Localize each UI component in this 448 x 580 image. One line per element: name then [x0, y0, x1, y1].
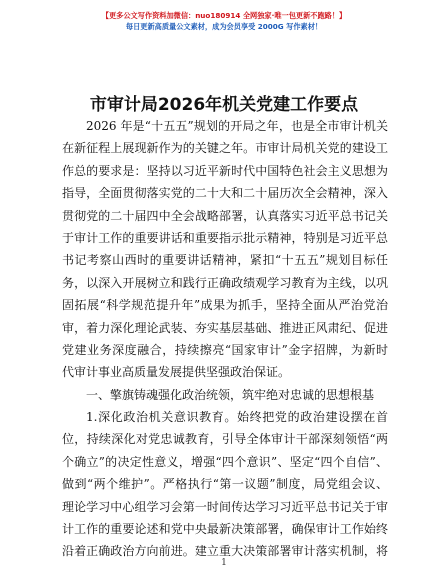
- paragraph-line: 1.深化政治机关意识教育。始终把党的政治建设摆在首: [86, 410, 388, 425]
- paragraph-line: 党建业务深度融合，持续擦亮“国家审计”金字招牌，为新时: [62, 342, 388, 357]
- promo-banner-line2: 每日更新高质量公文素材，成为会员享受 2000G 写作素材！: [125, 22, 323, 31]
- promo-banner: [0, 10, 448, 32]
- paragraph-line: 作总的要求是：坚持以习近平新时代中国特色社会主义思想为: [62, 163, 388, 178]
- paragraph-line: 在新征程上展现新作为的关键之年。市审计局机关党的建设工: [62, 141, 388, 156]
- paragraph-line: 做到“两个维护”。严格执行“第一议题”制度，局党组会议、: [62, 477, 388, 492]
- page-number: 1: [221, 558, 227, 568]
- promo-banner-line1: 【更多公文写作资料加微信：nuo180914 全网独家·唯一包更新不跑路！】: [101, 11, 347, 20]
- section-heading: 一、擎旗铸魂强化政治统领，筑牢绝对忠诚的思想根基: [86, 387, 375, 402]
- paragraph-line: 2026 年是“十五五”规划的开局之年，也是全市审计机关: [86, 119, 388, 133]
- paragraph-line: 固拓展“科学规范提升年”成果为抓手，坚持全面从严治党治: [62, 298, 388, 313]
- paragraph-line: 个确立”的决定性意义，增强“四个意识”、坚定“四个自信”、: [62, 454, 388, 469]
- paragraph-line: 于审计工作的重要讲话和重要指示批示精神，特别是习近平总: [62, 230, 388, 245]
- paragraph-line: 位，持续深化对党忠诚教育，引导全体审计干部深刻领悟“两: [62, 432, 388, 447]
- paragraph-line: 务，以深入开展树立和践行正确政绩观学习教育为主线，以巩: [62, 275, 388, 290]
- document-title: 市审计局2026年机关党建工作要点: [89, 95, 359, 115]
- paragraph-line: 代审计事业高质量发展提供坚强政治保证。: [62, 365, 291, 380]
- paragraph-line: 书记考察山西时的重要讲话精神，紧扣“十五五”规划目标任: [62, 253, 388, 268]
- paragraph-line: 审，着力深化理论武装、夯实基层基础、推进正风肃纪、促进: [62, 320, 388, 335]
- paragraph-line: 沿着正确政治方向前进。建立重大决策部署审计落实机制，将: [62, 544, 388, 559]
- paragraph-line: 理论学习中心组学习会第一时间传达学习习近平总书记关于审: [62, 499, 388, 514]
- document-body: [62, 115, 388, 563]
- paragraph-line: 计工作的重要论述和党中央最新决策部署，确保审计工作始终: [62, 522, 388, 537]
- paragraph-line: 指导，全面贯彻落实党的二十大和二十届历次全会精神，深入: [62, 186, 388, 201]
- paragraph-line: 贯彻党的二十届四中全会战略部署，认真落实习近平总书记关: [62, 208, 388, 223]
